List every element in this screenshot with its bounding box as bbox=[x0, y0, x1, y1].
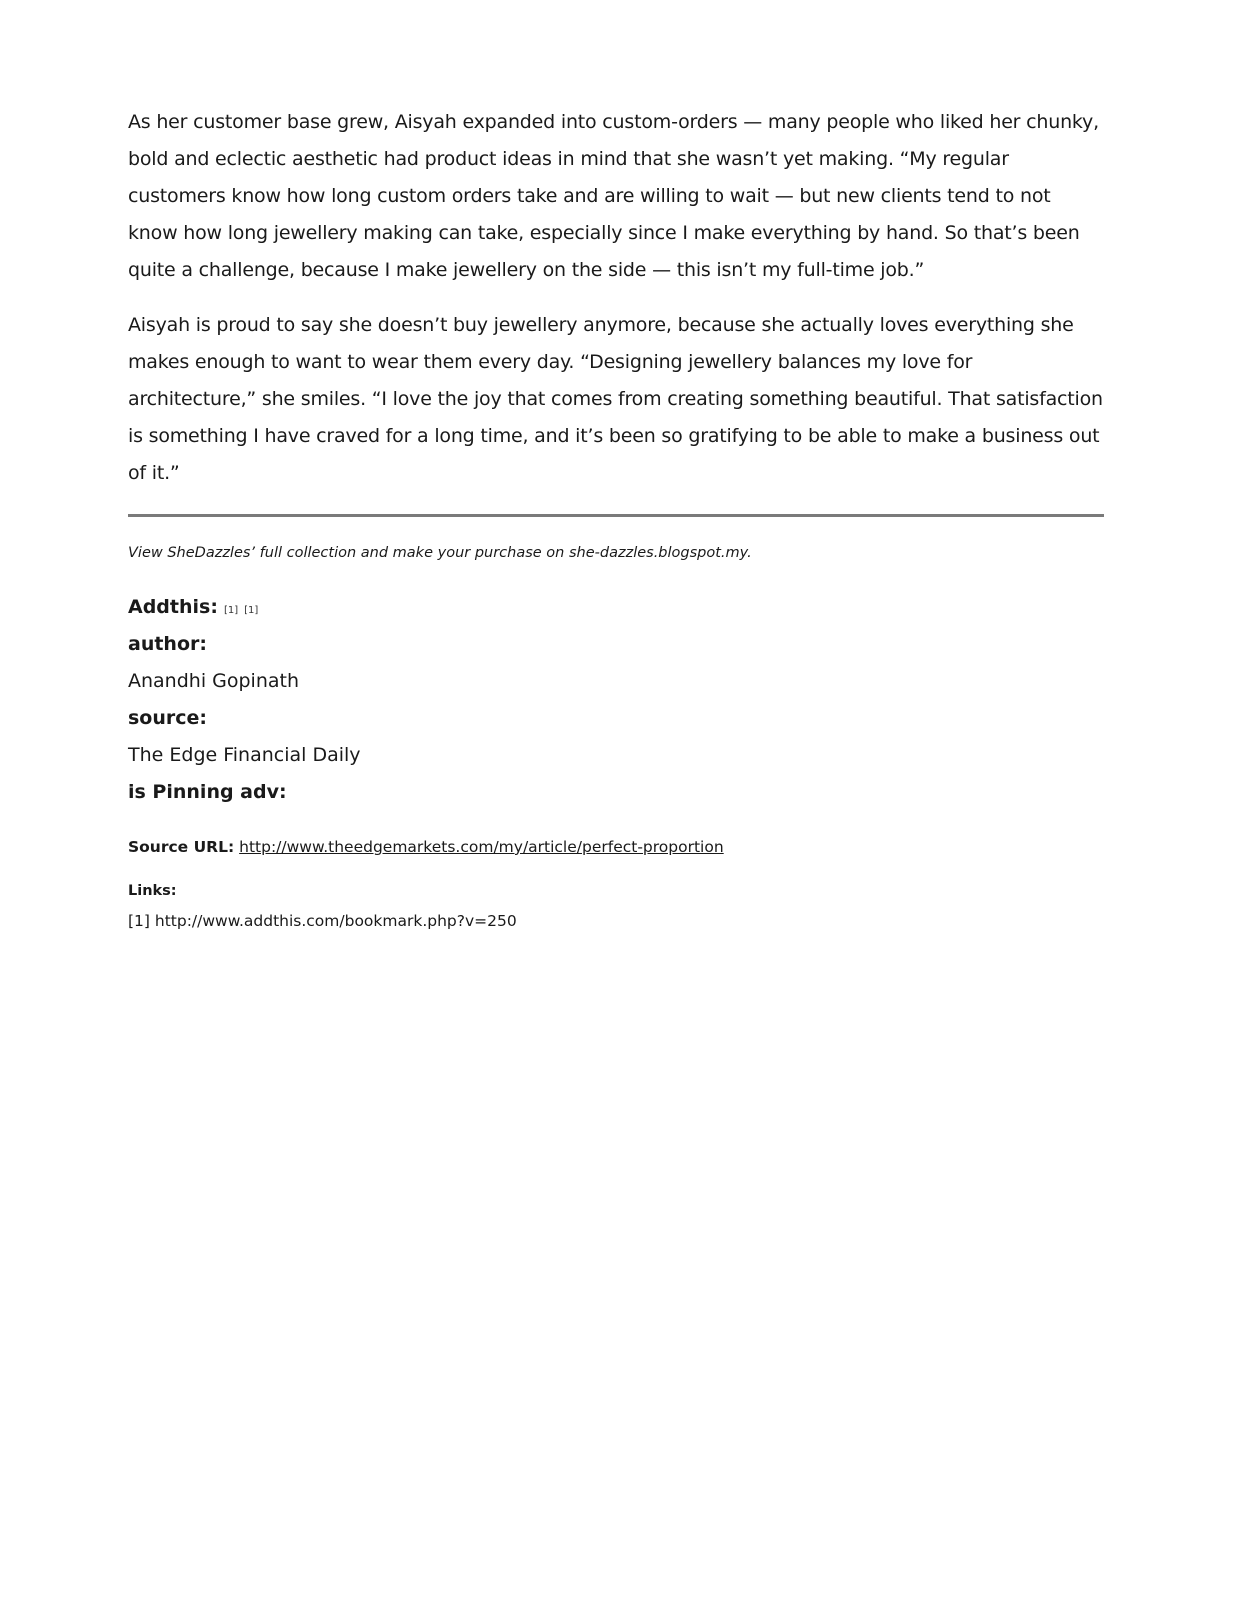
source-url-row bbox=[128, 835, 1104, 859]
document-page bbox=[128, 104, 1104, 933]
article-paragraph: As her customer base grew, Aisyah expanded into custom-orders — many people who liked her chunky, bold and eclectic aesthetic had product ideas in mind that she wasn’t yet making. “My regular customers know how long custom orders take and are willing to wait — but new clients tend to not know how long jewellery making can take, especially since I make everything by hand. So that’s been quite a challenge, because I make jewellery on the side — this isn’t my full-time job.” bbox=[128, 111, 1099, 281]
source-value: The Edge Financial Daily bbox=[128, 744, 361, 766]
source-url-label: Source URL: bbox=[128, 838, 235, 856]
links-label: Links: bbox=[128, 883, 177, 899]
addthis-row bbox=[128, 589, 1104, 626]
addthis-ref-2[interactable]: [1] bbox=[244, 605, 259, 616]
author-value: Anandhi Gopinath bbox=[128, 670, 300, 692]
author-label: author: bbox=[128, 633, 207, 655]
source-label: source: bbox=[128, 707, 208, 729]
article-paragraph: Aisyah is proud to say she doesn’t buy jewellery anymore, because she actually loves everything she makes enough to want to wear them every day. “Designing jewellery balances my love for architecture,” she smiles. “I love the joy that comes from creating something beautiful. That satisfaction is something I have craved for a long time, and it’s been so gratifying to be able to make a business out of it.” bbox=[128, 314, 1103, 484]
pinning-label: is Pinning adv: bbox=[128, 781, 287, 803]
addthis-label: Addthis: bbox=[128, 596, 218, 618]
source-url-link[interactable]: http://www.theedgemarkets.com/my/article/perfect-proportion bbox=[239, 838, 724, 856]
metadata-fields bbox=[128, 589, 1104, 811]
addthis-ref-1[interactable]: [1] bbox=[223, 605, 239, 616]
collection-note: View SheDazzles’ full collection and make your purchase on she-dazzles.blogspot.my. bbox=[128, 545, 752, 561]
link-item: [1] http://www.addthis.com/bookmark.php?v=250 bbox=[128, 912, 517, 930]
horizontal-divider bbox=[128, 514, 1104, 517]
